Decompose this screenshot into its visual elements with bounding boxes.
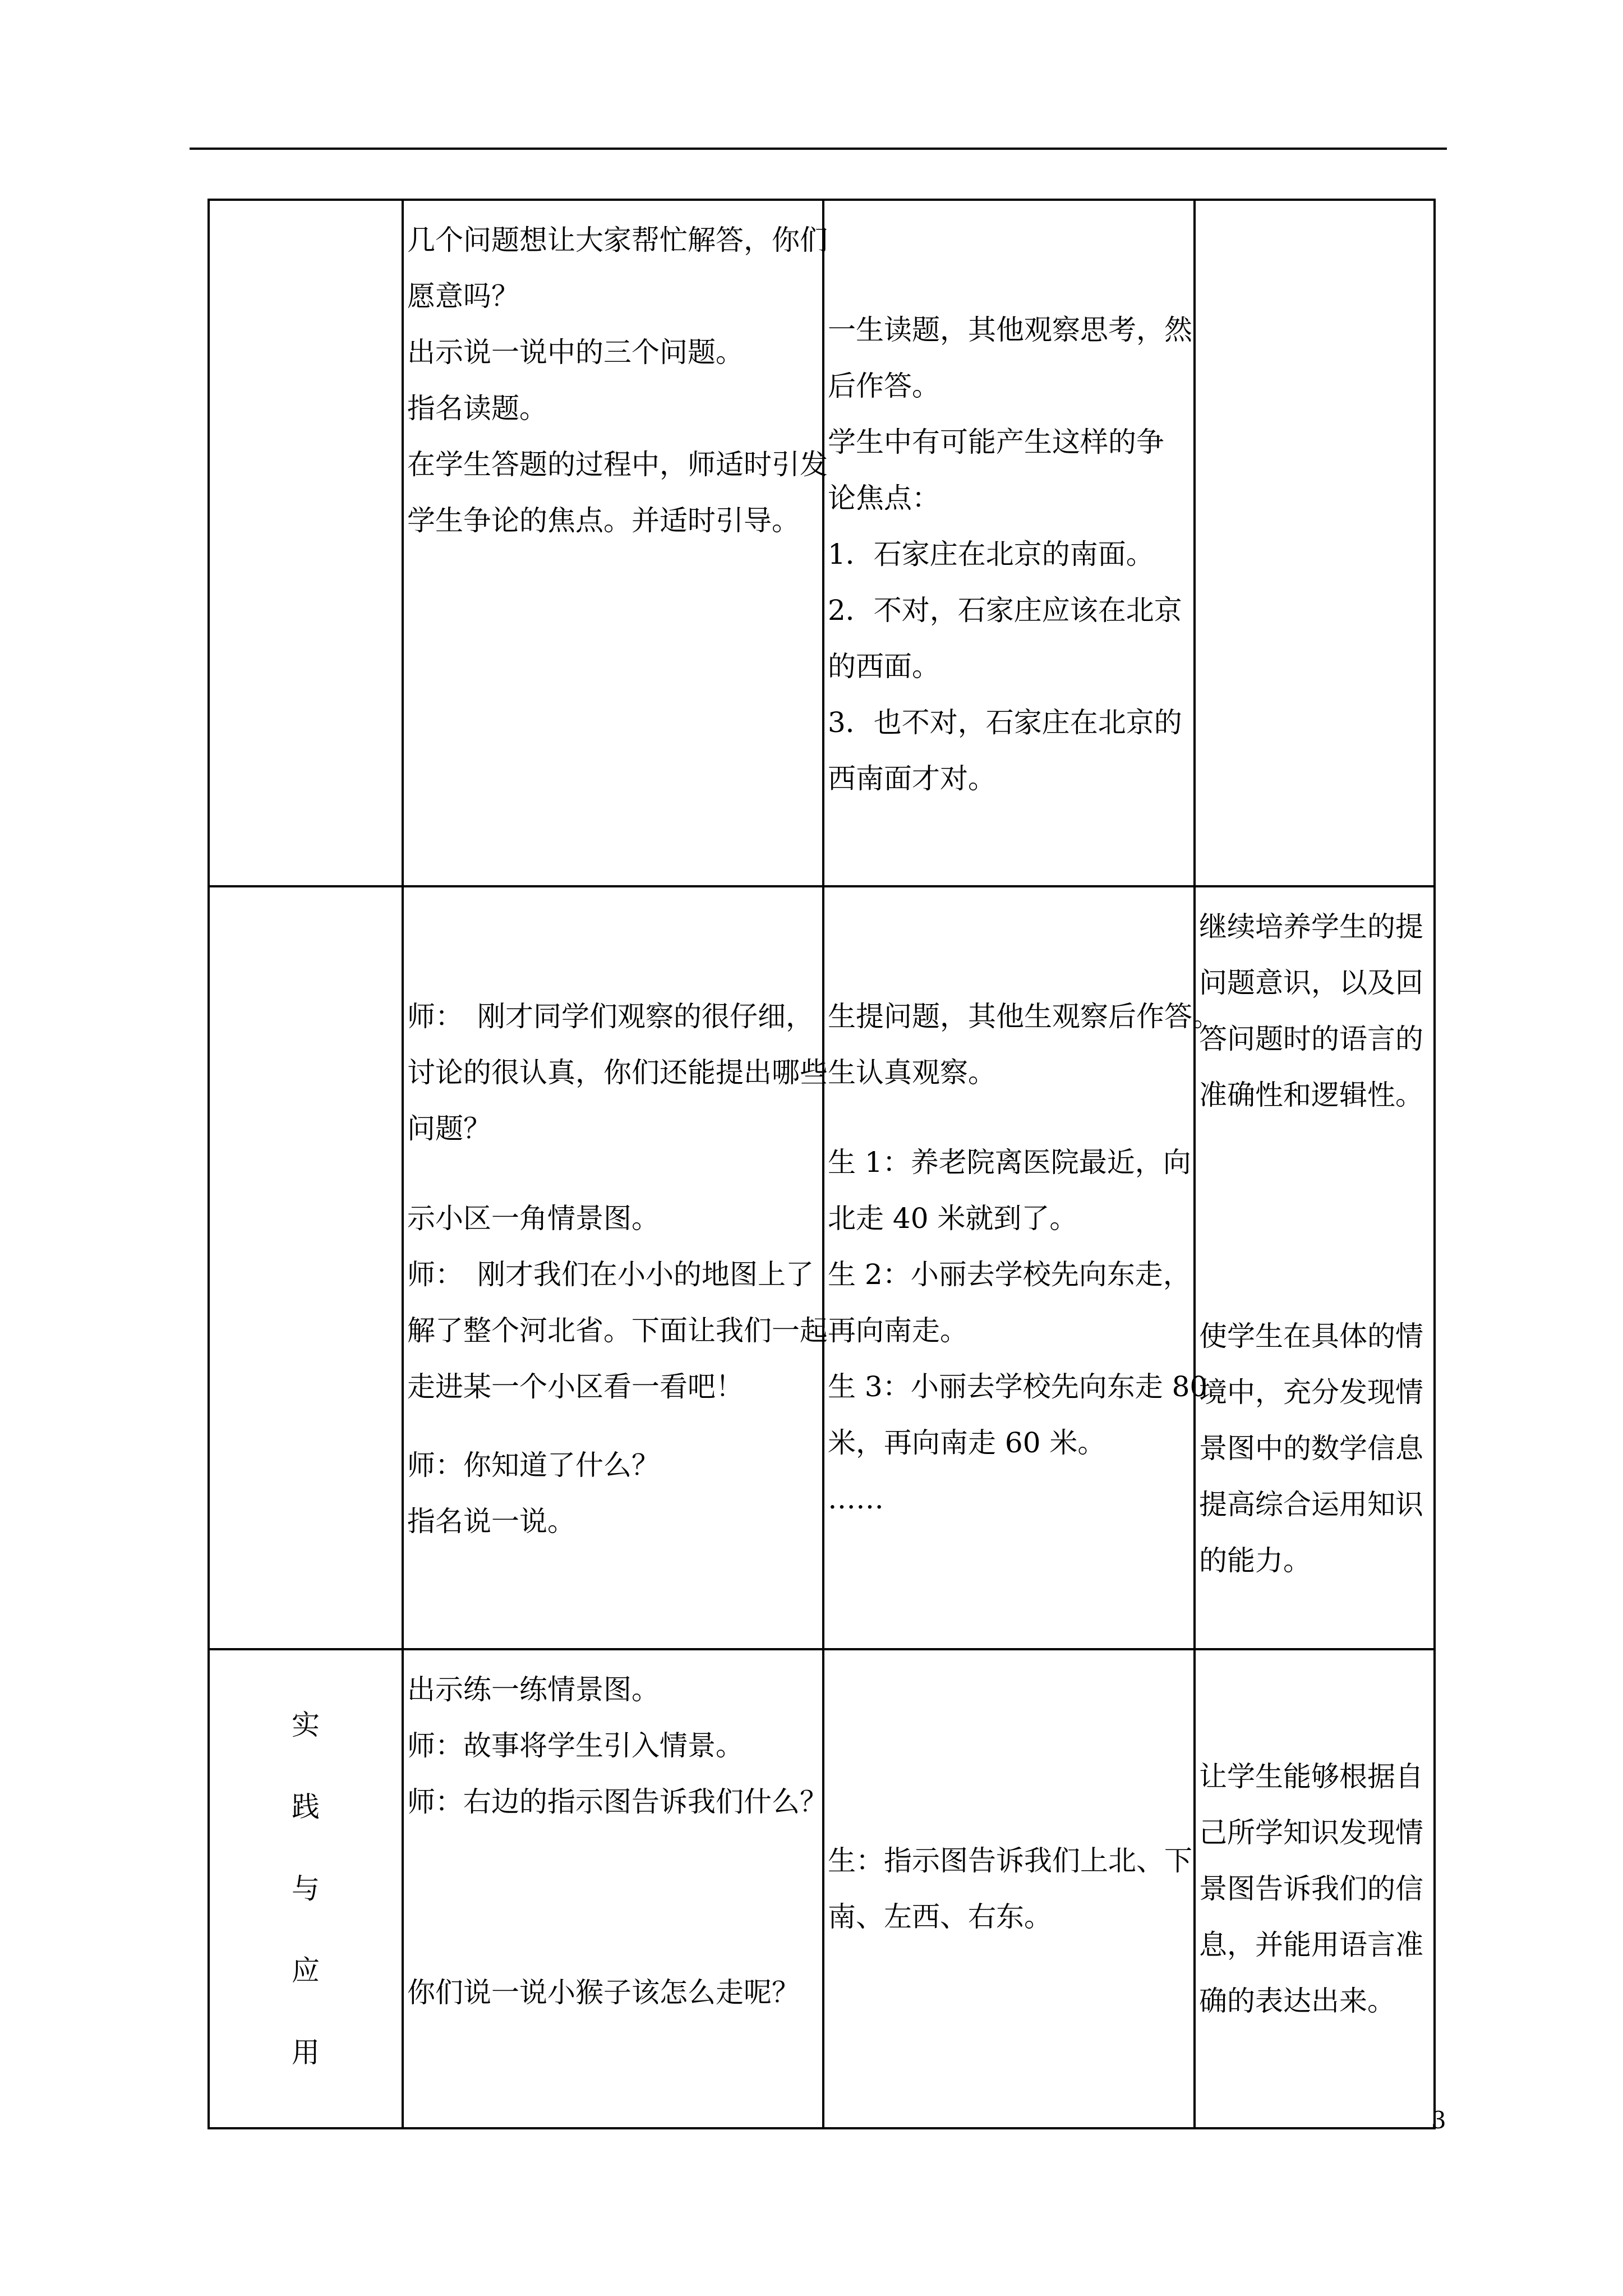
text-line: 生提问题，其他生观察后作答。: [828, 1000, 1220, 1033]
table-row: [209, 886, 1435, 1649]
text-line: 你们说一说小猴子该怎么走呢？: [407, 1976, 800, 2009]
text-line: 息，并能用语言准: [1199, 1929, 1423, 1961]
table-row: [209, 1649, 1435, 2128]
text-line: 解了整个河北省。下面让我们一起: [407, 1314, 828, 1347]
header-rule: [190, 148, 1447, 150]
student-activity-cell: [823, 886, 1220, 1649]
table-row: [209, 200, 1435, 886]
stage-char: 应: [292, 1954, 320, 1987]
text-line: 出示练一练情景图。: [407, 1673, 660, 1706]
text-line: 确的表达出来。: [1199, 1985, 1395, 2017]
text-line: 师：你知道了什么？: [407, 1449, 660, 1481]
text-line: 指名读题。: [407, 392, 547, 425]
text-line: 1．石家庄在北京的南面。: [828, 538, 1154, 570]
text-line: 2．不对，石家庄应该在北京: [828, 594, 1182, 627]
text-line: 走进某一个小区看一看吧！: [407, 1370, 744, 1403]
text-line: 指名说一说。: [407, 1505, 575, 1538]
text-line: 师：故事将学生引入情景。: [407, 1729, 744, 1762]
text-line: 生 3：小丽去学校先向东走 80: [828, 1370, 1208, 1403]
text-line: 愿意吗？: [407, 280, 519, 312]
text-line: 几个问题想让大家帮忙解答，你们: [407, 224, 828, 256]
text-line: 师： 刚才同学们观察的很仔细，: [407, 1000, 814, 1033]
teacher-activity-cell: [403, 886, 828, 1649]
text-line: 准确性和逻辑性。: [1199, 1079, 1423, 1111]
text-line: 后作答。: [828, 370, 940, 402]
text-line: ……: [828, 1483, 884, 1515]
student-activity-cell: [823, 200, 1195, 886]
text-line: 师：右边的指示图告诉我们什么？: [407, 1786, 828, 1818]
lesson-plan-table: [208, 199, 1436, 2129]
text-line: 的西面。: [828, 650, 940, 683]
text-line: 使学生在具体的情: [1199, 1320, 1423, 1352]
stage-char: 践: [292, 1791, 320, 1823]
text-line: 学生中有可能产生这样的争: [828, 426, 1164, 458]
stage-char: 与: [292, 1872, 320, 1905]
text-line: 生 1：养老院离医院最近，向: [828, 1146, 1191, 1179]
stage-cell: [209, 1649, 403, 2128]
stage-cell: [209, 886, 403, 1649]
text-line: 在学生答题的过程中，师适时引发: [407, 448, 828, 481]
text-line: 的能力。: [1199, 1544, 1311, 1577]
design-intent-cell: [1195, 200, 1435, 886]
stage-char: 实: [292, 1709, 320, 1741]
text-line: 答问题时的语言的: [1199, 1023, 1423, 1055]
text-line: 示小区一角情景图。: [407, 1202, 660, 1235]
text-line: 3．也不对，石家庄在北京的: [828, 706, 1182, 739]
teacher-activity-cell: [403, 200, 828, 886]
text-line: 生：指示图告诉我们上北、下: [828, 1844, 1192, 1877]
text-line: 出示说一说中的三个问题。: [407, 336, 744, 369]
teacher-activity-cell: [403, 1649, 828, 2128]
student-activity-cell: [823, 1649, 1195, 2128]
text-line: 讨论的很认真，你们还能提出哪些: [407, 1056, 828, 1089]
text-line: 景图中的数学信息: [1199, 1432, 1423, 1465]
text-line: 学生争论的焦点。并适时引导。: [407, 504, 800, 537]
text-line: 论焦点：: [828, 482, 940, 514]
text-line: 继续培养学生的提: [1199, 910, 1423, 943]
stage-char: 用: [292, 2036, 320, 2069]
text-line: 境中，充分发现情: [1199, 1376, 1423, 1409]
text-line: 再向南走。: [828, 1314, 968, 1347]
text-line: 一生读题，其他观察思考，然: [828, 314, 1192, 346]
text-line: 景图告诉我们的信: [1199, 1872, 1423, 1905]
stage-cell: [209, 200, 403, 886]
text-line: 西南面才对。: [828, 762, 996, 795]
text-line: 让学生能够根据自: [1199, 1760, 1423, 1793]
text-line: 北走 40 米就到了。: [828, 1202, 1078, 1235]
text-line: 米，再向南走 60 米。: [828, 1427, 1106, 1459]
text-line: 师： 刚才我们在小小的地图上了: [407, 1258, 814, 1291]
design-intent-cell: [1195, 886, 1435, 1649]
page-number: 3: [1431, 2106, 1446, 2134]
text-line: 南、左西、右东。: [828, 1901, 1052, 1933]
design-intent-cell: [1195, 1649, 1435, 2128]
text-line: 生 2：小丽去学校先向东走，: [828, 1258, 1191, 1291]
text-line: 己所学知识发现情: [1199, 1816, 1423, 1849]
text-line: 生认真观察。: [828, 1056, 996, 1089]
text-line: 问题？: [407, 1112, 491, 1145]
text-line: 提高综合运用知识: [1199, 1488, 1423, 1521]
text-line: 问题意识，以及回: [1199, 967, 1423, 999]
